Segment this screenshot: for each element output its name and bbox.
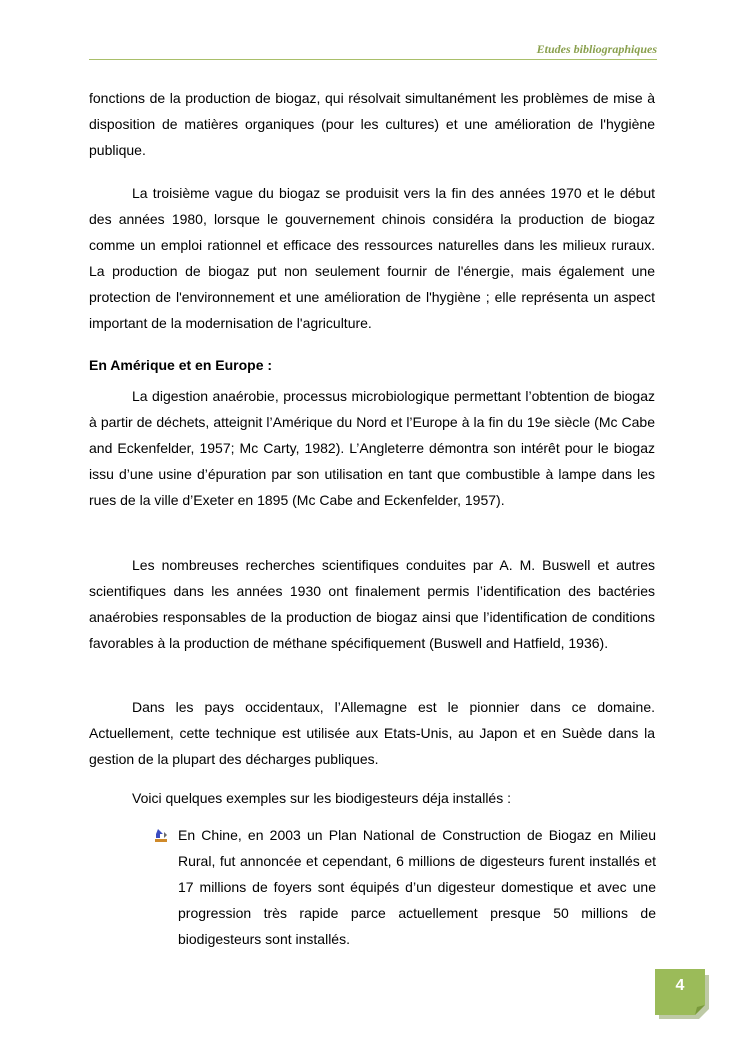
paragraph-3: La digestion anaérobie, processus microbiologique permettant l’obtention de biogaz à partir de déchets, atteignit l’Amérique du Nord et l’Europe à la fin du 19e siècle (Mc Cabe and Eckenfelder, 1957; Mc Carty, 1982). L’Angleterre démontra son intérêt pour le biogaz issu d’une usine d’épuration par son utilisation en tant que combustible à lampe dans les rues de la ville d’Exeter en 1895 (Mc Cabe and Eckenfelder, 1957). bbox=[89, 388, 655, 508]
bullet-arrow-icon bbox=[154, 829, 168, 843]
paragraph-1: fonctions de la production de biogaz, qui résolvait simultanément les problèmes de mise à disposition de matières organiques (pour les cultures) et une amélioration de l'hygiène publique. bbox=[89, 90, 655, 158]
paragraph-2: La troisième vague du biogaz se produisit vers la fin des années 1970 et le début des années 1980, lorsque le gouvernement chinois considéra la production de biogaz comme un emploi rationnel et efficace des ressources naturelles dans les milieux ruraux. La production de biogaz put non seulement fournir de l'énergie, mais également une protection de l'environnement et une amélioration de l'hygiène ; elle représenta un aspect important de la modernisation de l'agriculture. bbox=[89, 185, 655, 331]
paragraph-4: Les nombreuses recherches scientifiques conduites par A. M. Buswell et autres scientifiques dans les années 1930 ont finalement permis l’identification des bactéries anaérobies responsables de la production de biogaz ainsi que l’identification de conditions favorables à la production de méthane spécifiquement (Buswell and Hatfield, 1936). bbox=[89, 557, 655, 651]
page-number: 4 bbox=[675, 977, 685, 994]
running-header: Etudes bibliographiques bbox=[536, 42, 657, 56]
header-rule bbox=[89, 59, 657, 60]
section-heading: En Amérique et en Europe : bbox=[89, 357, 273, 373]
paragraph-6: Voici quelques exemples sur les biodigesteurs déja installés : bbox=[132, 790, 511, 806]
bullet-text: En Chine, en 2003 un Plan National de Construction de Biogaz en Milieu Rural, fut annoncée et cependant, 6 millions de digesteurs furent installés et 17 millions de foyers sont équipés d’un digesteur domestique et avec une progression très rapide parce actuellement presque 50 millions de biodigesteurs sont installés. bbox=[178, 827, 656, 947]
paragraph-5: Dans les pays occidentaux, l’Allemagne est le pionnier dans ce domaine. Actuellement, cette technique est utilisée aux Etats-Unis, au Japon et en Suède dans la gestion de la plupart des décharges publiques. bbox=[89, 699, 655, 767]
